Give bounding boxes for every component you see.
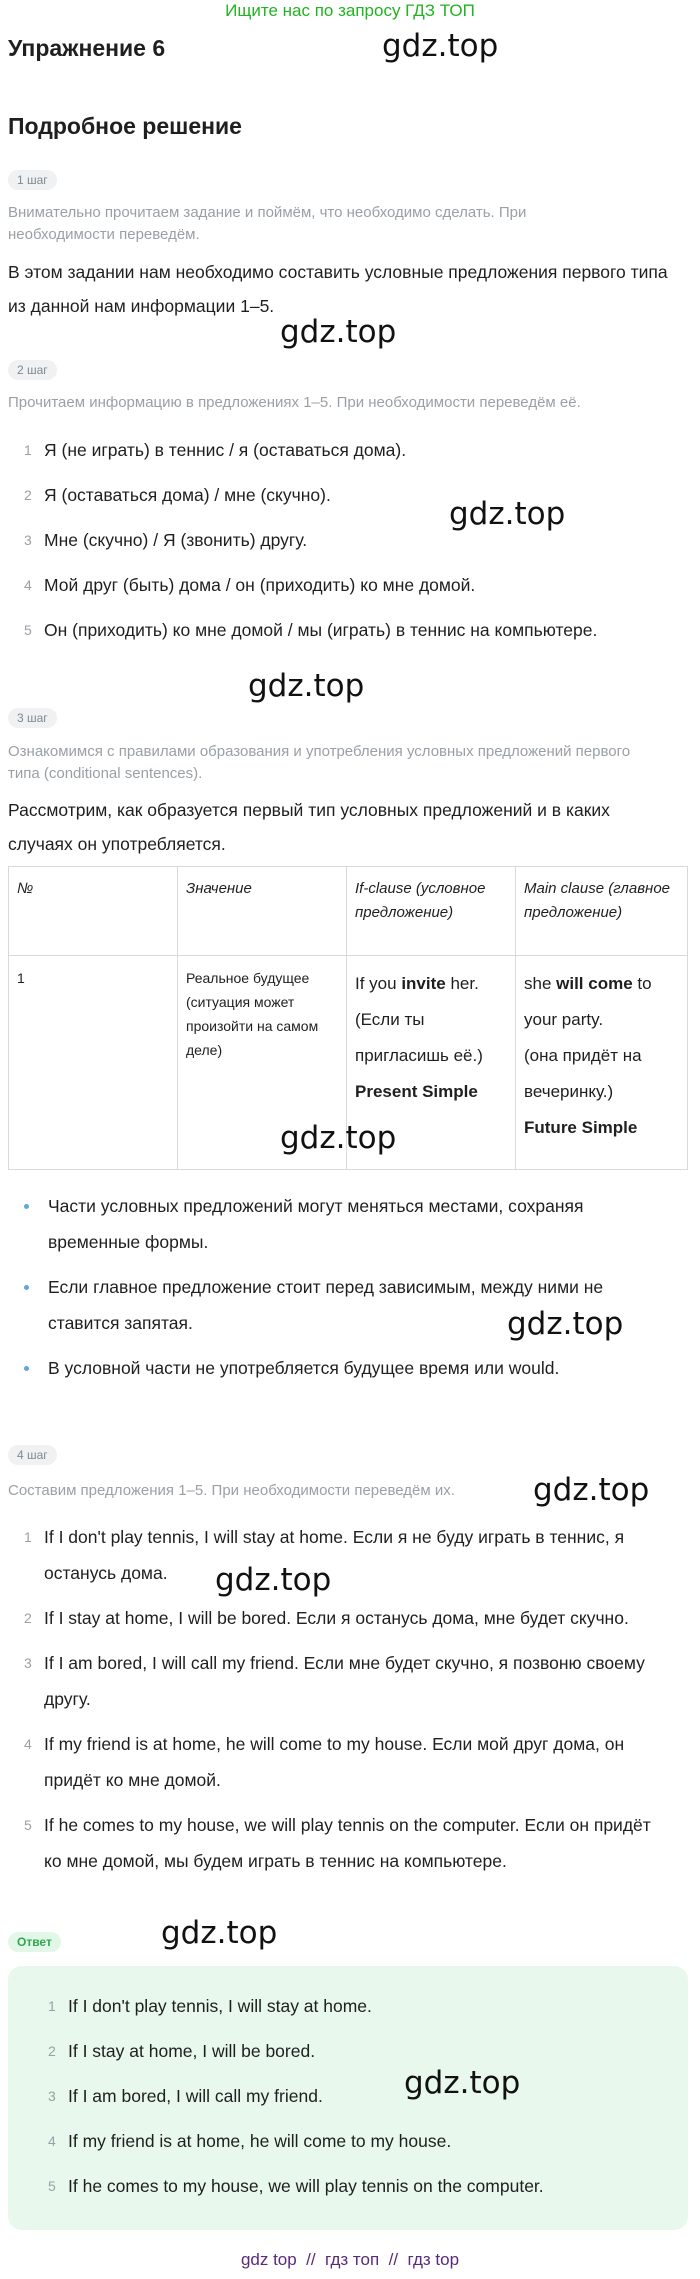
section-title: Подробное решение	[8, 113, 242, 139]
list-item: 2 If I stay at home, I will be bored. Если я останусь дома, мне будет скучно.	[24, 1608, 629, 1628]
page-title: Упражнение 6	[8, 35, 166, 61]
list-item: 1 Я (не играть) в теннис / я (оставаться дома).	[24, 440, 407, 460]
answer-list	[32, 1988, 672, 2213]
list-item: 3 If I am bored, I will call my friend.	[48, 2086, 323, 2106]
table-cell-main-clause: she will come to your party. (она придёт на вечеринку.) Future Simple	[516, 956, 688, 1170]
answer-badge: Ответ	[8, 1932, 61, 1952]
list-item: 3 If I am bored, I will call my friend. Если мне будет скучно, я позвоню своему другу.	[24, 1653, 645, 1709]
table-header-main-clause: Main clause (главное предложение)	[516, 867, 688, 956]
list-item: 4 Мой друг (быть) дома / он (приходить) ко мне домой.	[24, 575, 476, 595]
watermark: gdz.top	[280, 1120, 397, 1156]
watermark: gdz.top	[248, 668, 365, 704]
answer-box	[8, 1966, 688, 2230]
top-banner-link[interactable]: Ищите нас по запросу ГДЗ ТОП	[225, 1, 475, 20]
step-1-badge: 1 шаг	[8, 170, 57, 190]
list-item: 4 If my friend is at home, he will come to my house. Если мой друг дома, он придёт ко мне домой.	[24, 1734, 625, 1790]
table-cell-meaning: Реальное будущее (ситуация может произойти на самом деле)	[178, 956, 347, 1170]
list-item: 5 If he comes to my house, we will play tennis on the computer.	[48, 2176, 544, 2196]
footer-links[interactable]: gdz top // гдз топ // гдз top	[240, 2250, 460, 2269]
step-3-note: Ознакомимся с правилами образования и употребления условных предложений первого типа (conditional sentences).	[8, 743, 631, 782]
step-2-badge: 2 шаг	[8, 360, 57, 380]
list-item: 3 Мне (скучно) / Я (звонить) другу.	[24, 530, 308, 550]
table-cell-if-clause: If you invite her. (Если ты пригласишь её.) Present Simple	[347, 956, 516, 1170]
step-2-note: Прочитаем информацию в предложениях 1–5. При необходимости переведём её.	[8, 394, 581, 411]
watermark: gdz.top	[382, 28, 499, 64]
step-3-text: Рассмотрим, как образуется первый тип условных предложений и в каких случаях он употребляется.	[8, 800, 610, 854]
step-4-list	[8, 1519, 658, 1888]
step-1-text: В этом задании нам необходимо составить условные предложения первого типа из данной нам информации 1–5.	[8, 262, 668, 316]
bullet-item: В условной части не употребляется будущее время или would.	[8, 1350, 678, 1386]
list-item: 1 If I don't play tennis, I will stay at home.	[48, 1996, 372, 2016]
step-3-bullets	[8, 1188, 678, 1395]
watermark: gdz.top	[507, 1306, 624, 1342]
bullet-item: Если главное предложение стоит перед зависимым, между ними не ставится запятая.	[8, 1269, 678, 1341]
watermark: gdz.top	[404, 2065, 521, 2101]
list-item: 4 If my friend is at home, he will come to my house.	[48, 2131, 452, 2151]
watermark: gdz.top	[449, 496, 566, 532]
step-1-note: Внимательно прочитаем задание и поймём, что необходимо сделать. При необходимости переведём.	[8, 204, 527, 243]
watermark: gdz.top	[280, 314, 397, 350]
watermark: gdz.top	[215, 1562, 332, 1598]
table-header-meaning: Значение	[178, 867, 347, 956]
bullet-item: Части условных предложений могут меняться местами, сохраняя временные формы.	[8, 1188, 678, 1260]
watermark: gdz.top	[533, 1472, 650, 1508]
list-item: 2 Я (оставаться дома) / мне (скучно).	[24, 485, 331, 505]
step-4-note: Составим предложения 1–5. При необходимости переведём их.	[8, 1482, 455, 1499]
watermark: gdz.top	[161, 1915, 278, 1951]
table-header-num: №	[9, 867, 178, 956]
list-item: 5 If he comes to my house, we will play tennis on the computer. Если он придёт ко мне домой, мы будем играть в теннис на компьютере.	[24, 1815, 651, 1871]
step-3-badge: 3 шаг	[8, 708, 57, 728]
list-item: 1 If I don't play tennis, I will stay at home. Если я не буду играть в теннис, я останусь дома.	[24, 1527, 625, 1583]
table-cell-num: 1	[9, 956, 178, 1170]
table-header-if-clause: If-clause (условное предложение)	[347, 867, 516, 956]
list-item: 2 If I stay at home, I will be bored.	[48, 2041, 316, 2061]
list-item: 5 Он (приходить) ко мне домой / мы (играть) в теннис на компьютере.	[24, 620, 598, 640]
step-2-list	[8, 432, 688, 657]
step-4-badge: 4 шаг	[8, 1445, 57, 1465]
